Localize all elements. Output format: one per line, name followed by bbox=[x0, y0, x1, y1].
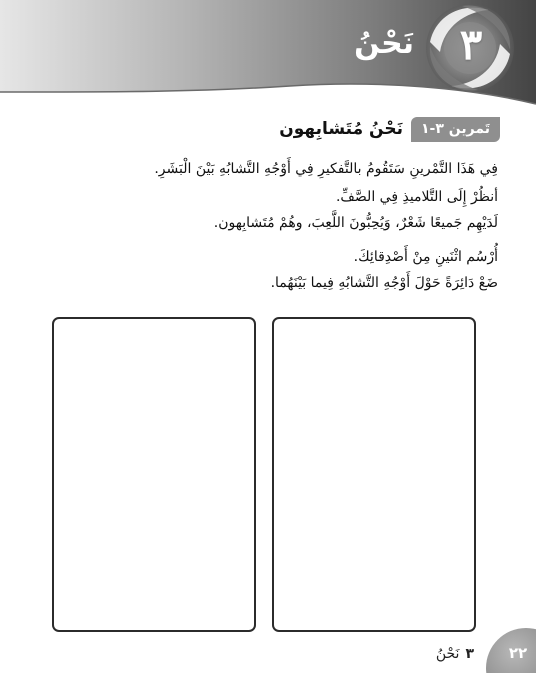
instruction-line-5: ضَعْ دَائِرَةً حَوْلَ أَوْجُهِ التَّشابُهِ فِيما بَيْنَهُما. bbox=[270, 275, 498, 291]
instruction-line-4: أُرْسُم اثْنَينِ مِنْ أَصْدِقائِكَ. bbox=[353, 249, 498, 265]
drawing-box-friend-1[interactable] bbox=[272, 317, 476, 632]
unit-number: ٣ bbox=[459, 20, 483, 69]
instruction-line-2: أنظُرْ إِلَى التَّلاميذِ فِي الصَّفِّ. bbox=[335, 189, 498, 205]
drawing-box-friend-2[interactable] bbox=[52, 317, 256, 632]
exercise-title: نَحْنُ مُتَشابِهون bbox=[279, 119, 403, 139]
exercise-badge: تَمرين ٣-١ bbox=[411, 117, 500, 142]
footer-chapter-number: ٣ bbox=[465, 646, 474, 662]
instruction-line-3: لَدَيْهِم جَميعًا شَعْرٌ، وَيُحِبُّونَ اللَّعِبَ، وهُمْ مُتَشابِهون. bbox=[213, 215, 498, 231]
chapter-title: نَحْنُ bbox=[354, 26, 414, 61]
page-number: ٢٢ bbox=[508, 644, 528, 662]
footer-chapter-label bbox=[436, 644, 474, 664]
exercise-heading bbox=[279, 116, 500, 142]
footer-chapter-name: نَحْنُ bbox=[435, 646, 460, 662]
instruction-line-1: فِي هَذَا التَّمْرينِ سَتَقُومُ بالتَّفكيرِ فِي أَوْجُهِ التَّشابُهِ بَيْنَ الْبَشَرِ. bbox=[154, 161, 498, 177]
